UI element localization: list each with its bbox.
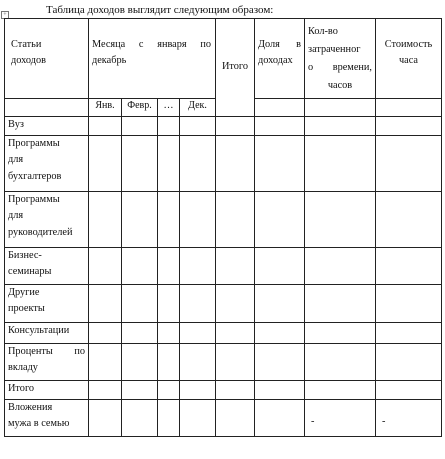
- table-cell[interactable]: [305, 344, 376, 381]
- subheader-blank-cell: [255, 99, 305, 117]
- table-cell[interactable]: [376, 323, 442, 344]
- table-cell[interactable]: [216, 381, 255, 400]
- table-cell[interactable]: [122, 400, 158, 437]
- table-cell[interactable]: [158, 117, 180, 136]
- row-label-line: мужа в семью: [8, 418, 70, 430]
- table-cell[interactable]: [180, 400, 216, 437]
- header-time-line4: часов: [327, 80, 353, 92]
- row-label-business-seminars: [5, 248, 89, 285]
- header-hour-cost: Стоимость часа: [376, 19, 442, 99]
- table-cell[interactable]: [122, 192, 158, 248]
- table-cell[interactable]: [305, 381, 376, 400]
- table-cell[interactable]: [122, 248, 158, 285]
- header-share-line2: доходах: [258, 55, 293, 67]
- header-income-items-line1: Статьи: [11, 39, 42, 50]
- table-cell[interactable]: [180, 248, 216, 285]
- table-cell[interactable]: [89, 285, 122, 323]
- table-cell[interactable]: [158, 136, 180, 192]
- table-cell[interactable]: [255, 136, 305, 192]
- header-months-line1: Месяца с января по: [92, 39, 211, 50]
- row-label-line: Вуз: [8, 119, 24, 130]
- table-row: [5, 285, 442, 323]
- table-cell[interactable]: [216, 136, 255, 192]
- table-cell[interactable]: [376, 192, 442, 248]
- table-row: [5, 248, 442, 285]
- table-cell[interactable]: [180, 285, 216, 323]
- table-cell[interactable]: [180, 136, 216, 192]
- header-total: Итого: [216, 19, 255, 117]
- time-spent-dash-cell[interactable]: -: [305, 400, 376, 437]
- table-cell[interactable]: [122, 285, 158, 323]
- table-cell[interactable]: [122, 136, 158, 192]
- row-label-total: [5, 381, 89, 400]
- table-row: [5, 192, 442, 248]
- table-cell[interactable]: [180, 117, 216, 136]
- table-cell[interactable]: [180, 323, 216, 344]
- table-cell[interactable]: [216, 192, 255, 248]
- table-cell[interactable]: [89, 248, 122, 285]
- table-row: [5, 400, 442, 437]
- table-cell[interactable]: [180, 192, 216, 248]
- table-row: [5, 117, 442, 136]
- table-cell[interactable]: [376, 381, 442, 400]
- row-label-line: Другие: [8, 287, 40, 298]
- month-dec: Дек.: [180, 99, 216, 117]
- table-cell[interactable]: [89, 400, 122, 437]
- table-row: [5, 344, 442, 381]
- row-label-line: бухгалтеров: [8, 170, 62, 182]
- table-cell[interactable]: [158, 400, 180, 437]
- table-row: [5, 136, 442, 192]
- row-label-consultations: [5, 323, 89, 344]
- table-cell[interactable]: [158, 192, 180, 248]
- header-time-line1: Кол-во: [308, 26, 338, 37]
- row-label-line: для: [8, 154, 24, 166]
- row-label-line: Программы: [8, 194, 60, 205]
- row-label-deposit-interest: [5, 344, 89, 381]
- row-label-other-projects: [5, 285, 89, 323]
- table-cell[interactable]: [158, 381, 180, 400]
- table-move-handle-icon[interactable]: +: [1, 11, 9, 19]
- row-label-accountant-programs: [5, 136, 89, 192]
- table-cell[interactable]: [255, 285, 305, 323]
- hour-cost-dash-cell[interactable]: -: [376, 400, 442, 437]
- table-cell[interactable]: [376, 285, 442, 323]
- table-cell[interactable]: [158, 323, 180, 344]
- table-cell[interactable]: [89, 381, 122, 400]
- income-table: [4, 18, 442, 437]
- table-cell[interactable]: [376, 344, 442, 381]
- row-label-husband-contribution: [5, 400, 89, 437]
- row-label-line: проекты: [8, 303, 45, 315]
- table-cell[interactable]: [216, 344, 255, 381]
- table-cell[interactable]: [376, 136, 442, 192]
- row-label-line: Программы: [8, 138, 60, 149]
- header-row: [5, 19, 442, 99]
- table-cell[interactable]: [158, 285, 180, 323]
- header-months-line2: декабрь: [92, 55, 127, 67]
- row-label-line: Проценты по: [8, 346, 85, 357]
- header-time-line3: о времени,: [308, 62, 372, 74]
- table-cell[interactable]: [255, 323, 305, 344]
- table-cell[interactable]: [255, 381, 305, 400]
- row-label-line: для: [8, 210, 24, 222]
- row-label-line: вкладу: [8, 362, 38, 374]
- row-label-line: Итого: [8, 383, 35, 394]
- table-cell[interactable]: [89, 136, 122, 192]
- table-cell[interactable]: [216, 117, 255, 136]
- table-cell[interactable]: [376, 248, 442, 285]
- header-income-items: [5, 19, 89, 99]
- table-cell[interactable]: [216, 285, 255, 323]
- subheader-blank-cell: [305, 99, 376, 117]
- table-cell[interactable]: [89, 323, 122, 344]
- table-cell[interactable]: [158, 248, 180, 285]
- table-cell[interactable]: [122, 323, 158, 344]
- table-cell[interactable]: [305, 136, 376, 192]
- header-months: [89, 19, 216, 99]
- table-cell[interactable]: [216, 400, 255, 437]
- table-cell[interactable]: [255, 192, 305, 248]
- row-label-line: Консультации: [8, 325, 70, 336]
- month-ellipsis: …: [158, 99, 180, 117]
- table-cell[interactable]: [216, 323, 255, 344]
- subheader-blank-cell: [5, 99, 89, 117]
- table-cell[interactable]: [305, 192, 376, 248]
- row-label-line: руководителей: [8, 226, 73, 238]
- table-cell[interactable]: [255, 117, 305, 136]
- header-income-items-line2: доходов: [11, 55, 46, 67]
- table-cell[interactable]: [305, 248, 376, 285]
- table-cell[interactable]: [122, 344, 158, 381]
- table-cell[interactable]: [122, 381, 158, 400]
- row-label-university: [5, 117, 89, 136]
- table-cell[interactable]: [122, 117, 158, 136]
- table-caption: Таблица доходов выглядит следующим образом:: [46, 4, 274, 16]
- table-cell[interactable]: [180, 381, 216, 400]
- month-feb: Февр.: [122, 99, 158, 117]
- header-share-line1: Доля в: [258, 39, 301, 50]
- table-cell[interactable]: [89, 117, 122, 136]
- header-share: [255, 19, 305, 99]
- table-cell[interactable]: [255, 400, 305, 437]
- header-time-line2: затраченног: [308, 44, 361, 56]
- table-cell[interactable]: [180, 344, 216, 381]
- table-row: [5, 323, 442, 344]
- table-cell[interactable]: [305, 117, 376, 136]
- row-label-line: Вложения: [8, 402, 53, 413]
- table-cell[interactable]: [89, 192, 122, 248]
- table-cell[interactable]: [216, 248, 255, 285]
- row-label-line: Бизнес-: [8, 250, 42, 261]
- table-row: [5, 381, 442, 400]
- table-cell[interactable]: [158, 344, 180, 381]
- month-jan: Янв.: [89, 99, 122, 117]
- table-cell[interactable]: [305, 285, 376, 323]
- subheader-blank-cell: [376, 99, 442, 117]
- table-cell[interactable]: [305, 323, 376, 344]
- row-label-line: семинары: [8, 266, 52, 278]
- table-cell[interactable]: [255, 248, 305, 285]
- table-cell[interactable]: [255, 344, 305, 381]
- header-time-spent: [305, 19, 376, 99]
- row-label-manager-programs: [5, 192, 89, 248]
- table-cell[interactable]: [376, 117, 442, 136]
- table-cell[interactable]: [89, 344, 122, 381]
